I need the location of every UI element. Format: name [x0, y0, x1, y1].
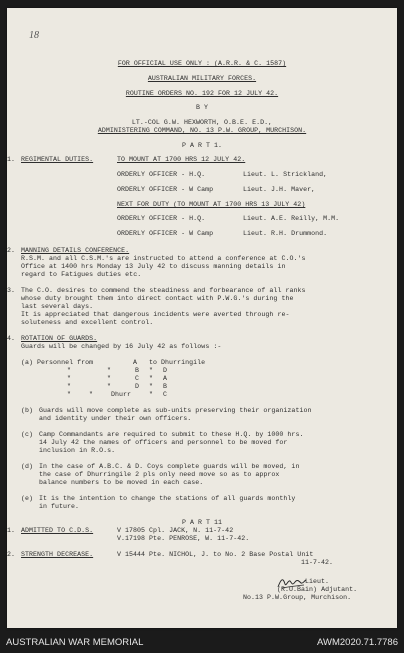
section-title: REGIMENTAL DUTIES.: [21, 156, 94, 163]
signature-name: (R.U.Bain) Adjutant.: [277, 586, 358, 593]
duty-officer: Lieut. J.H. Maver,: [243, 186, 316, 193]
duty-officer: Lieut. L. Strickland,: [243, 171, 328, 178]
rotation-to: B: [163, 383, 168, 390]
next-duty-line: NEXT FOR DUTY (TO MOUNT AT 1700 HRS 13 JULY 42): [117, 201, 306, 208]
body-line: V 15444 Pte. NICHOL, J. to No. 2 Base Postal Unit: [117, 551, 314, 558]
body-line: The C.O. desires to commend the steadiness and forbearance of all ranks: [21, 287, 306, 294]
rotation-from: D: [135, 383, 140, 390]
rotation-label: (a) Personnel from: [21, 359, 94, 366]
body-line: inclusion in R.O.s.: [39, 447, 116, 454]
sub-label: (d): [21, 463, 34, 470]
rotation-from: C: [135, 375, 140, 382]
duty-role: ORDERLY OFFICER - H.Q.: [117, 215, 206, 222]
ditto-mark: ": [67, 375, 72, 382]
section-title: ROTATION OF GUARDS.: [21, 335, 98, 342]
body-line: 11-7-42.: [301, 559, 334, 566]
body-line: In the case of A.B.C. & D. Coys complete guards will be moved, in: [39, 463, 300, 470]
part2-heading: P A R T 11: [181, 519, 223, 526]
section-number: 1.: [7, 527, 16, 534]
rotation-from: B: [135, 367, 140, 374]
ditto-mark: ": [107, 367, 112, 374]
footer-accession: AWM2020.71.7786: [317, 637, 398, 648]
body-line: soluteness and excellent control.: [21, 319, 154, 326]
section-title: MANNING DETAILS CONFERENCE.: [21, 247, 130, 254]
archive-footer: [0, 632, 404, 653]
signature-rank: Lieut.: [305, 578, 330, 585]
body-line: and identity under their own officers.: [39, 415, 192, 422]
appointment-line: ADMINISTERING COMMAND, NO. 13 P.W. GROUP, MURCHISON.: [97, 127, 307, 134]
duty-officer: Lieut. R.H. Drummond.: [243, 230, 328, 237]
sub-label: (b): [21, 407, 34, 414]
ditto-mark: ": [89, 391, 94, 398]
body-line: It is the intention to change the stations of all guards monthly: [39, 495, 296, 502]
folio-number: 18: [29, 30, 40, 41]
duty-role: ORDERLY OFFICER - H.Q.: [117, 171, 206, 178]
document-page: [7, 8, 397, 628]
ditto-mark: ": [107, 383, 112, 390]
sub-label: (e): [21, 495, 34, 502]
ditto-mark: ": [67, 383, 72, 390]
body-line: last several days.: [21, 303, 94, 310]
sub-label: (c): [21, 431, 34, 438]
rotation-to: C: [163, 391, 168, 398]
by-line: B Y: [195, 104, 209, 111]
section-number: 1.: [7, 156, 16, 163]
duty-role: ORDERLY OFFICER - W Camp: [117, 230, 214, 237]
section-number: 3.: [7, 287, 16, 294]
part1-heading: P A R T 1.: [181, 142, 223, 149]
body-line: whose duty brought them into direct contact with P.W.G.'s during the: [21, 295, 294, 302]
section-title: ADMITTED TO C.D.S.: [21, 527, 94, 534]
signature-unit: No.13 P.W.Group, Murchison.: [243, 594, 352, 601]
ditto-mark: ": [67, 367, 72, 374]
body-line: V.17198 Pte. PENROSE, W. 11-7-42.: [117, 535, 250, 542]
body-line: balance numbers to be moved in each case.: [39, 479, 204, 486]
ditto-mark: ": [107, 375, 112, 382]
rotation-from: A: [133, 359, 138, 366]
body-line: in future.: [39, 503, 80, 510]
section-number: 4.: [7, 335, 16, 342]
section-title: STRENGTH DECREASE.: [21, 551, 94, 558]
commander-line: LT.-COL G.W. HEXWORTH, O.B.E. E.D.,: [131, 119, 273, 126]
rotation-to: to Dhurringile: [149, 359, 206, 366]
ditto-mark: ": [149, 375, 154, 382]
duty-officer: Lieut. A.E. Reilly, M.M.: [243, 215, 340, 222]
body-line: the case of Dhurringile 2 pls only need move so as to approx: [39, 471, 280, 478]
body-line: regard to Fatigues duties etc.: [21, 271, 142, 278]
body-line: 14 July 42 the names of officers and personnel to be moved for: [39, 439, 288, 446]
body-line: It is appreciated that dangerous incidents were averted through re-: [21, 311, 290, 318]
footer-institution: AUSTRALIAN WAR MEMORIAL: [6, 637, 144, 648]
rotation-to: D: [163, 367, 168, 374]
duty-role: ORDERLY OFFICER - W Camp: [117, 186, 214, 193]
body-line: Guards will be changed by 16 July 42 as follows :-: [21, 343, 222, 350]
body-line: V 17805 Cpl. JACK, N. 11-7-42: [117, 527, 234, 534]
section-number: 2.: [7, 551, 16, 558]
rotation-from: Dhurr: [111, 391, 132, 398]
classification-line: FOR OFFICIAL USE ONLY : (A.R.R. & C. 1587): [117, 60, 287, 67]
rotation-to: A: [163, 375, 168, 382]
ditto-mark: ": [149, 383, 154, 390]
body-line: Office at 1400 hrs Monday 13 July 42 to discuss manning details in: [21, 263, 286, 270]
body-line: Guards will move complete as sub-units preserving their organization: [39, 407, 312, 414]
unit-line: AUSTRALIAN MILITARY FORCES.: [147, 75, 257, 82]
ditto-mark: ": [149, 391, 154, 398]
mount-time: TO MOUNT AT 1700 HRS 12 JULY 42.: [117, 156, 246, 163]
body-line: R.S.M. and all C.S.M.'s are instructed to attend a conference at C.O.'s: [21, 255, 306, 262]
ditto-mark: ": [67, 391, 72, 398]
body-line: Camp Commandants are required to submit to these H.Q. by 1000 hrs.: [39, 431, 304, 438]
ditto-mark: ": [149, 367, 154, 374]
section-number: 2.: [7, 247, 16, 254]
orders-title: ROUTINE ORDERS NO. 192 FOR 12 JULY 42.: [125, 90, 279, 97]
